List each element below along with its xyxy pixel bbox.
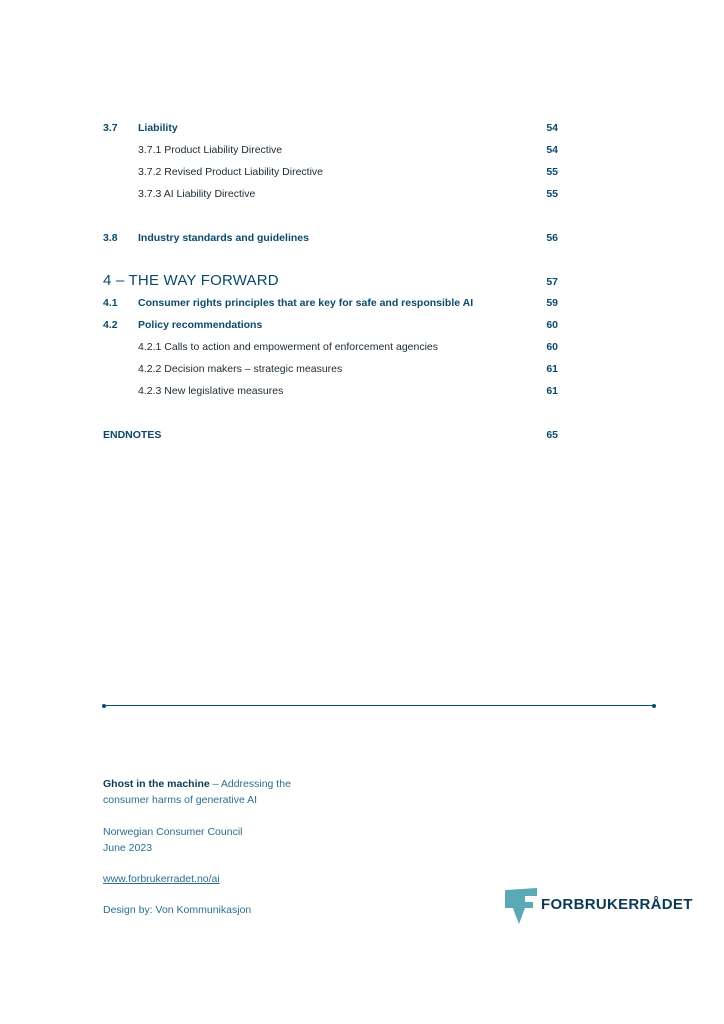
page-number: 59: [546, 297, 558, 309]
section-title: Industry standards and guidelines: [138, 232, 309, 244]
toc-entry-4-1[interactable]: [0, 297, 724, 315]
toc-endnotes[interactable]: [0, 429, 724, 447]
page-number: 60: [546, 319, 558, 331]
report-title-bold: Ghost in the machine: [103, 778, 210, 790]
subsection-title: 3.7.3 AI Liability Directive: [138, 188, 256, 200]
page-number: 55: [546, 166, 558, 178]
chapter-title: 4 – THE WAY FORWARD: [103, 272, 279, 289]
page-number: 54: [546, 144, 558, 156]
section-title: Policy recommendations: [138, 319, 263, 331]
report-subtitle: consumer harms of generative AI: [103, 794, 258, 806]
subsection-title: 4.2.1 Calls to action and empowerment of enforcement agencies: [138, 341, 439, 353]
page-number: 60: [546, 341, 558, 353]
subsection-title: 4.2.2 Decision makers – strategic measures: [138, 363, 343, 375]
toc-entry-3-7-2[interactable]: [0, 166, 724, 184]
section-title: Consumer rights principles that are key for safe and responsible AI: [138, 297, 474, 309]
report-title: [103, 776, 291, 808]
divider-dot: [102, 704, 106, 708]
toc-entry-3-7-3[interactable]: [0, 188, 724, 206]
forbrukerradet-logo: [503, 886, 693, 926]
toc-entry-4-2-2[interactable]: [0, 363, 724, 381]
subsection-title: 3.7.1 Product Liability Directive: [138, 144, 283, 156]
page-number: 56: [546, 232, 558, 244]
logo-mark-icon: [503, 886, 539, 926]
page-number: 61: [546, 385, 558, 397]
toc-entry-4-2-3[interactable]: [0, 385, 724, 403]
divider-line: [104, 705, 654, 706]
publication-date: June 2023: [103, 842, 153, 854]
section-number: 4.2: [103, 319, 118, 331]
website-block: [103, 871, 220, 887]
page-number: 61: [546, 363, 558, 375]
design-credit-text: Design by: Von Kommunikasjon: [103, 904, 252, 916]
section-number: 4.1: [103, 297, 118, 309]
section-number: 3.8: [103, 232, 118, 244]
toc-entry-3-8[interactable]: [0, 232, 724, 250]
toc-chapter-4[interactable]: [0, 272, 724, 294]
toc-entry-4-2-1[interactable]: [0, 341, 724, 359]
section-number: 3.7: [103, 122, 118, 134]
toc-entry-3-7-1[interactable]: [0, 144, 724, 162]
subsection-title: 4.2.3 New legislative measures: [138, 385, 284, 397]
endnotes-title: ENDNOTES: [103, 429, 162, 441]
page-number: 65: [546, 429, 558, 441]
section-title: Liability: [138, 122, 178, 134]
design-credit: [103, 902, 251, 918]
page-number: 57: [546, 276, 558, 288]
logo-text: FORBRUKERRÅDET: [541, 896, 693, 913]
report-title-rest: – Addressing the: [209, 778, 291, 790]
toc-entry-4-2[interactable]: [0, 319, 724, 337]
page-number: 54: [546, 122, 558, 134]
website-link[interactable]: www.forbrukerradet.no/ai: [103, 873, 220, 885]
organization-name: Norwegian Consumer Council: [103, 826, 243, 838]
subsection-title: 3.7.2 Revised Product Liability Directive: [138, 166, 324, 178]
page-number: 55: [546, 188, 558, 200]
divider-dot: [652, 704, 656, 708]
toc-entry-3-7[interactable]: [0, 122, 724, 140]
publisher-info: [103, 824, 242, 856]
